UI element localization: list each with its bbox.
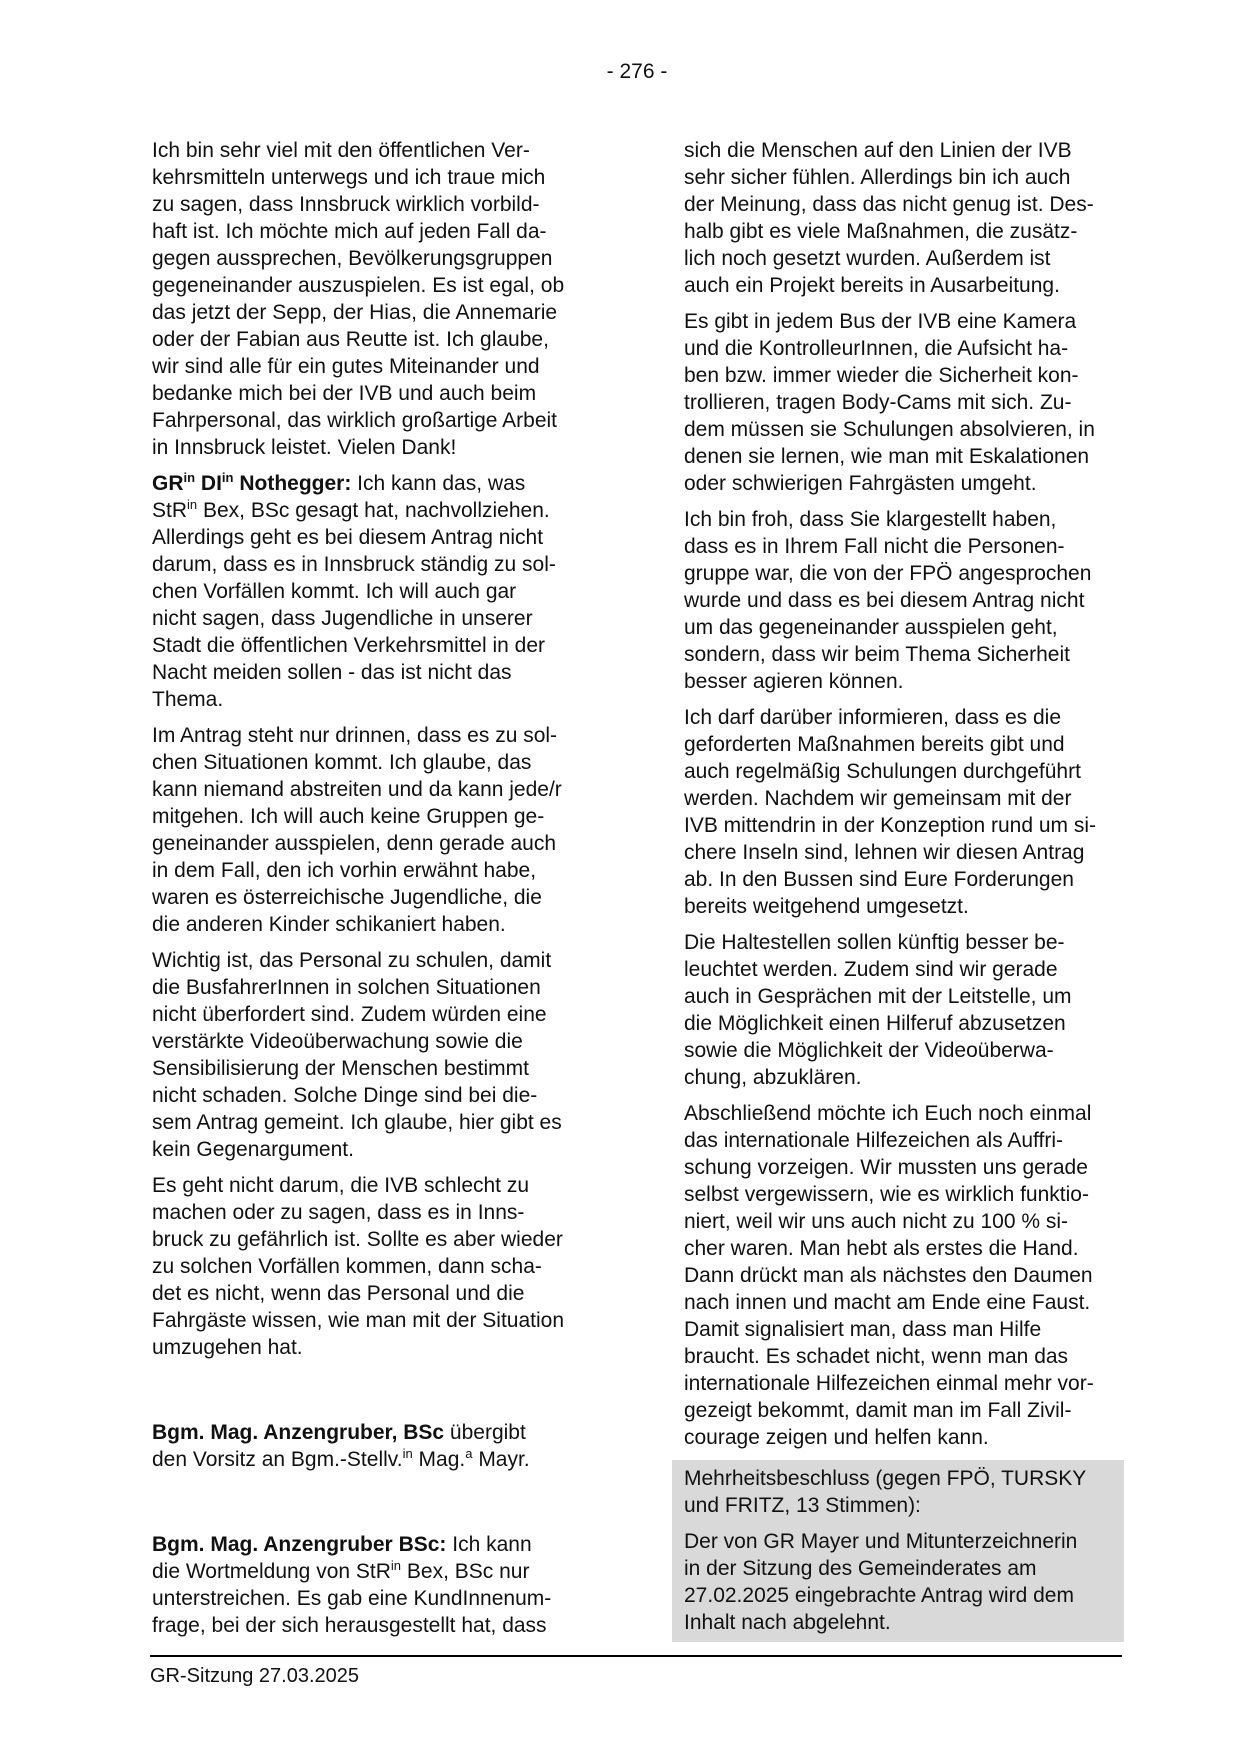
speech-anzengruber-5: Die Haltestellen sollen künftig besser be- leuchtet werden. Zudem sind wir gerade auch in Gesprächen mit der Leitstelle, um die Möglichkeit einen Hilferuf abzusetzen sowie die Möglichkeit der Videoüberwa- chung, abzuklären. xyxy=(684,931,1072,1089)
speech-nothegger: $GR^{in}$ $DI^{in}$ Nothegger: Ich kann das, was StR$^{in}$ Bex, BSc gesagt hat, nachvollziehen. Allerdings geht es bei diesem Antrag nicht darum, dass es in Innsbruck ständig zu sol- chen Vorfällen kommt. Ich will auch gar nicht sagen, dass Jugendliche in unserer Stadt die öffentlichen Verkehrsmittel in der Nacht meiden sollen - das ist nicht das Thema. xyxy=(152,470,556,711)
decision-text: Der von GR Mayer und Mitunterzeichnerin in der Sitzung des Gemeinderates am 27.02.2025 eingebrachte Antrag wird dem Inhalt nach abgelehnt. xyxy=(684,1530,1078,1634)
speech-nothegger-4: Es geht nicht darum, die IVB schlecht zu machen oder zu sagen, dass es in Inns- bruck zu gefährlich ist. Sollte es aber wieder zu solchen Vorfällen kommen, dann scha- det es nicht, wenn das Personal und die Fahrgäste wissen, wie man mit der Situation umzugehen hat. xyxy=(152,1174,565,1359)
speech-anzengruber-6: Abschließend möchte ich Euch noch einmal das internationale Hilfezeichen als Auffri- schung vorzeigen. Wir mussten uns gerade selbst vergewissern, wie es wirklich funktio- niert, weil wir uns auch nicht zu 100 % si- cher waren. Man hebt als erstes die Hand. Dann drückt man als nächstes den Daumen nach innen und macht am Ende eine Faust. Damit signalisiert man, dass man Hilfe braucht. Es schadet nicht, wenn man das internationale Hilfezeichen einmal mehr vor- gezeigt bekommt, damit man im Fall Zivil- courage zeigen und helfen kann. xyxy=(684,1102,1094,1449)
speech-bex-continued: Ich bin sehr viel mit den öffentlichen Ver- kehrsmitteln unterwegs und ich traue mich zu sagen, dass Innsbruck wirklich vorbild- haft ist. Ich möchte mich auf jeden Fall da- gegen aussprechen, Bevölkerungsgruppen gegeneinander auszuspielen. Es ist egal, ob das jetzt der Sepp, der Hias, die Annemarie oder der Fabian aus Reutte ist. Ich glaube, wir sind alle für ein gutes Miteinander und bedanke mich bei der IVB und auch beim Fahrpersonal, das wirklich großartige Arbeit in Innsbruck leistet. Vielen Dank! xyxy=(152,139,565,459)
left-column xyxy=(152,137,602,1648)
footer-divider xyxy=(150,1655,1122,1657)
right-column xyxy=(684,137,1124,1642)
page-number: - 276 - xyxy=(606,60,668,83)
speech-anzengruber-4: Ich darf darüber informieren, dass es die geforderten Maßnahmen bereits gibt und auch regelmäßig Schulungen durchgeführt werden. Nachdem wir gemeinsam mit der IVB mittendrin in der Konzeption rund um si- chere Inseln sind, lehnen wir diesen Antrag ab. In den Bussen sind Eure Forderungen bereits weitgehend umgesetzt. xyxy=(684,706,1097,918)
speech-anzengruber-2: Es gibt in jedem Bus der IVB eine Kamera und die KontrolleurInnen, die Aufsicht ha- ben bzw. immer wieder die Sicherheit kon- trollieren, tragen Body-Cams mit sich. Zu- dem müssen sie Schulungen absolvieren, in denen sie lernen, wie man mit Eskalationen oder schwierigen Fahrgästen umgeht. xyxy=(684,310,1095,495)
decision-highlight-block xyxy=(672,1460,1124,1642)
speech-nothegger-2: Im Antrag steht nur drinnen, dass es zu sol- chen Situationen kommt. Ich glaube, das kann niemand abstreiten und da kann jede/r mitgehen. Ich will auch keine Gruppen ge- geneinander ausspielen, denn gerade auch in dem Fall, den ich vorhin erwähnt habe, waren es österreichische Jugendliche, die die anderen Kinder schikaniert haben. xyxy=(152,724,562,936)
note-chair-handover: Bgm. Mag. Anzengruber, BSc übergibt den Vorsitz an Bgm.-Stellv.$^{in}$ Mag.$^a$ Mayr. xyxy=(152,1421,530,1471)
speech-anzengruber-3: Ich bin froh, dass Sie klargestellt haben, dass es in Ihrem Fall nicht die Personen- gruppe war, die von der FPÖ angesprochen wurde und dass es bei diesem Antrag nicht um das gegeneinander ausspielen geht, sondern, dass wir beim Thema Sicherheit besser agieren können. xyxy=(684,508,1092,693)
footer-text: GR-Sitzung 27.03.2025 xyxy=(150,1665,360,1687)
speech-anzengruber-continued: sich die Menschen auf den Linien der IVB sehr sicher fühlen. Allerdings bin ich auch der Meinung, dass das nicht genug ist. Des- halb gibt es viele Maßnahmen, die zusätz- lich noch gesetzt wurden. Außerdem ist auch ein Projekt bereits in Ausarbeitung. xyxy=(684,139,1094,297)
decision-vote-result: Mehrheitsbeschluss (gegen FPÖ, TURSKY und FRITZ, 13 Stimmen): xyxy=(684,1467,1087,1517)
speech-anzengruber: Bgm. Mag. Anzengruber BSc: Ich kann die Wortmeldung von StR$^{in}$ Bex, BSc nur unterstreichen. Es gab eine KundInnenum- frage, bei der sich herausgestellt hat, dass xyxy=(152,1533,552,1637)
speech-nothegger-3: Wichtig ist, das Personal zu schulen, damit die BusfahrerInnen in solchen Situationen nicht überfordert sind. Zudem würden eine verstärkte Videoüberwachung sowie die Sensibilisierung der Menschen bestimmt nicht schaden. Solche Dinge sind bei die- sem Antrag gemeint. Ich glaube, hier gibt es kein Gegenargument. xyxy=(152,949,562,1161)
